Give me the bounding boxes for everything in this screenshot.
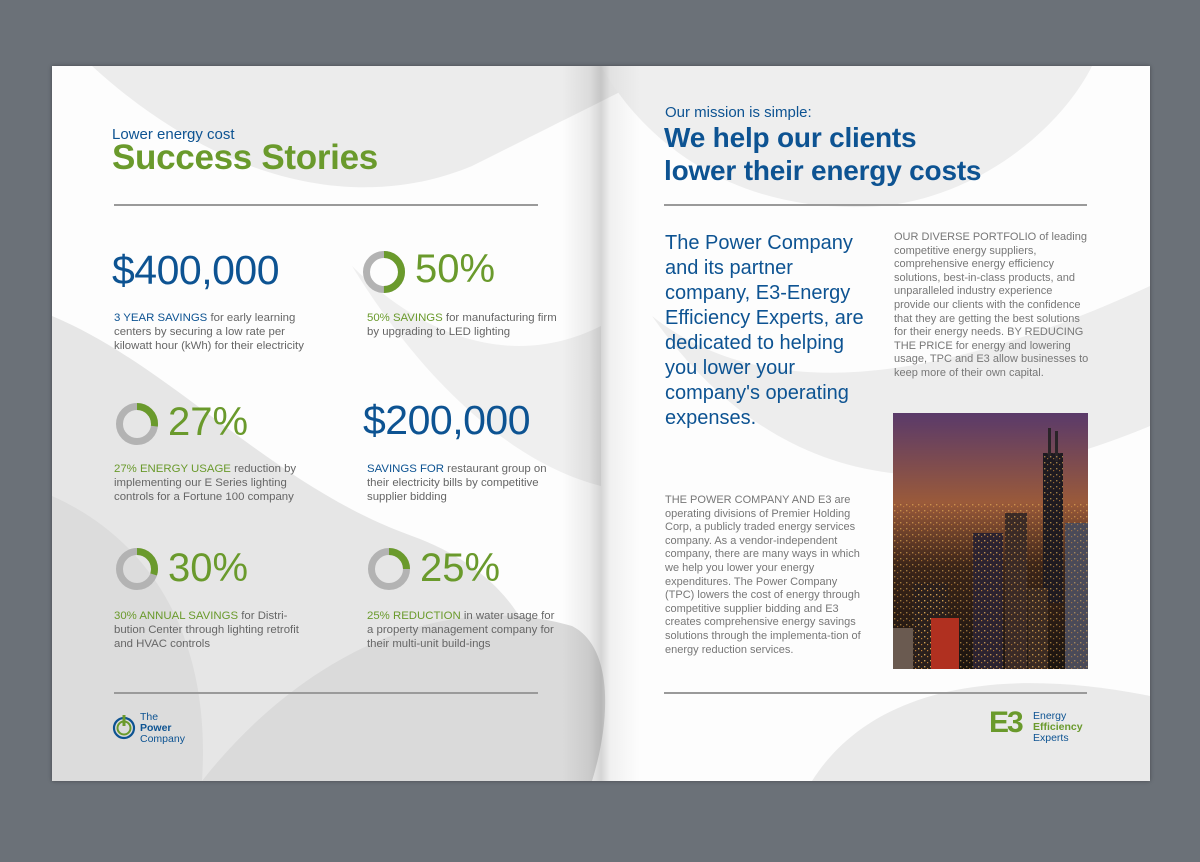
power-company-logo-icon [112, 713, 136, 741]
e3-logo-text [1033, 711, 1083, 744]
logo-line: Power [140, 722, 172, 734]
logo-line: Company [140, 733, 185, 745]
stat-text: restaurant group on their electricity bills by competitive supplier bidding [367, 463, 547, 503]
stat-desc-400k [114, 311, 309, 353]
stat-text: for early learning centers by securing a low rate per kilowatt hour (kWh) for their electricity [114, 312, 304, 352]
stat-value-50: 50% [415, 247, 496, 291]
bottom-rule [664, 692, 1087, 694]
mission-title [664, 121, 981, 187]
stat-highlight: SAVINGS FOR [367, 463, 445, 475]
stat-value-400k: $400,000 [112, 247, 280, 293]
stat-text: for manufacturing firm by upgrading to LED lighting [367, 312, 557, 338]
logo-line: Efficiency [1033, 721, 1083, 733]
success-stories-title: Success Stories [112, 138, 378, 177]
stat-value-30: 30% [168, 546, 249, 590]
mission-title-line-2: lower their energy costs [664, 155, 982, 186]
stat-text: reduction by implementing our E Series lighting controls for a Fortune 100 company [114, 463, 297, 503]
power-company-logo-text [140, 712, 185, 745]
left-kicker: Lower energy cost [112, 126, 235, 143]
city-skyline-photo [893, 413, 1088, 669]
donut-chart-27 [114, 401, 160, 447]
stat-desc-25 [367, 609, 562, 651]
mission-title-line-1: We help our clients [664, 122, 917, 153]
logo-line: Energy [1033, 710, 1067, 722]
mission-kicker: Our mission is simple: [665, 104, 812, 121]
stat-value-200k: $200,000 [363, 397, 531, 443]
stat-desc-30 [114, 609, 309, 651]
stat-highlight: 25% REDUCTION [367, 610, 461, 622]
body-paragraph-left: THE POWER COMPANY AND E3 are operating divisions of Premier Holding Corp, a publicly traded energy services company. As a vendor-independent company, there are many ways in which we help you lower your energy expenditures. The Power Company (TPC) lowers the cost of energy through competitive supplier bidding and E3 creates comprehensive energy savings solutions through the implementa-tion of energy reduction services. [665, 494, 861, 656]
top-rule [664, 204, 1087, 206]
brochure-spread [52, 66, 1150, 781]
stat-highlight: 30% ANNUAL SAVINGS [114, 610, 239, 622]
stat-value-27: 27% [168, 400, 249, 444]
right-page [601, 66, 1150, 781]
e3-logo-mark: E3 [989, 706, 1022, 739]
lead-paragraph: The Power Company and its partner company, E3-Energy Efficiency Experts, are dedicated to helping you lower your company's operating expenses. [665, 232, 864, 429]
left-page [52, 66, 601, 781]
bottom-rule [114, 692, 538, 694]
donut-chart-25 [366, 546, 412, 592]
donut-chart-50 [361, 249, 407, 295]
logo-line: The [140, 711, 159, 723]
body-paragraph-right: OUR DIVERSE PORTFOLIO of leading competitive energy suppliers, comprehensive energy efficiency solutions, best-in-class products, and unparalleled industry experience provide our clients with the confidence that they are getting the best solutions for their energy needs. BY REDUCING THE PRICE for energy and lowering usage, TPC and E3 allow businesses to keep more of their own capital. [894, 231, 1089, 379]
stat-desc-27 [114, 462, 309, 504]
stat-desc-50 [367, 311, 562, 339]
stat-highlight: 3 YEAR SAVINGS [114, 312, 208, 324]
stat-highlight: 27% ENERGY USAGE [114, 463, 231, 475]
stat-text: for Distri-bution Center through lighting retrofit and HVAC controls [114, 610, 299, 650]
stat-highlight: 50% SAVINGS [367, 312, 443, 324]
logo-line: Experts [1033, 732, 1069, 744]
stat-text: in water usage for a property management company for their multi-unit build-ings [367, 610, 555, 650]
stat-value-25: 25% [420, 546, 501, 590]
donut-chart-30 [114, 546, 160, 592]
top-rule [114, 204, 538, 206]
stat-desc-200k [367, 462, 562, 504]
